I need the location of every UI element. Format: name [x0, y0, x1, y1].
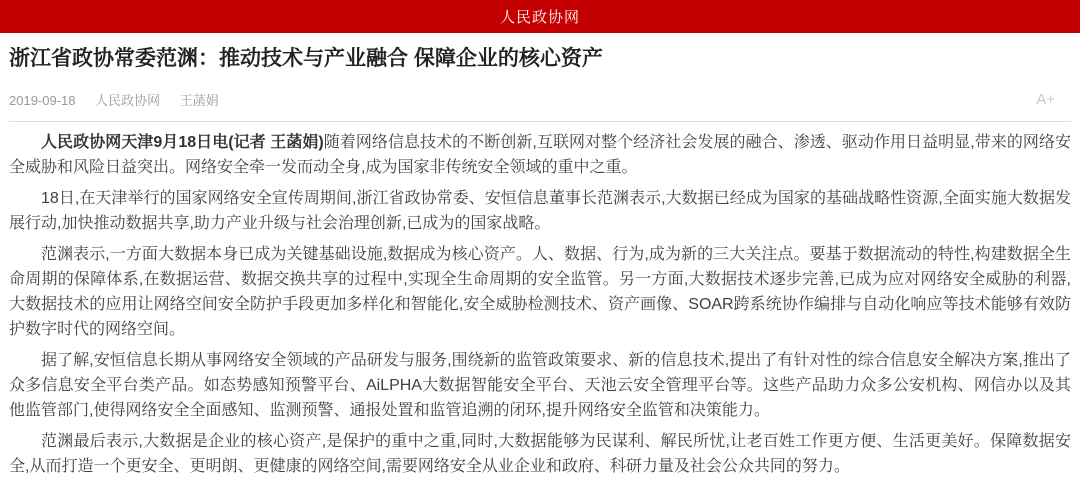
article-meta-row — [9, 90, 1071, 109]
paragraph-5-text: 范渊最后表示,大数据是企业的核心资产,是保护的重中之重,同时,大数据能够为民谋利、解民所忧,让老百姓工作更方便、生活更美好。保障数据安全,从而打造一个更安全、更明朗、更健康的网络空间,需要网络安全从业企业和政府、科研力量及社会公众共同的努力。 — [9, 433, 1071, 476]
article-page — [0, 46, 1080, 479]
paragraph-4-text: 据了解,安恒信息长期从事网络安全领域的产品研发与服务,围绕新的监管政策要求、新的信息技术,提出了有针对性的综合信息安全解决方案,推出了众多信息安全平台类产品。如态势感知预警平台、AiLPHA大数据智能安全平台、天池云安全管理平台等。这些产品助力众多公安机构、网信办以及其他监管部门,使得网络安全全面感知、监测预警、通报处置和监管追溯的闭环,提升网络安全监管和决策能力。 — [9, 352, 1071, 420]
paragraph-4 — [9, 348, 1071, 423]
article-meta — [9, 90, 235, 109]
article-body — [9, 130, 1071, 479]
site-name-link[interactable]: 人民政协网 — [499, 9, 580, 26]
paragraph-5 — [9, 429, 1071, 479]
article-date: 2019-09-18 — [9, 93, 76, 109]
article-author: 王菡娟 — [179, 93, 219, 109]
site-header-bar — [0, 0, 1080, 33]
paragraph-1-text: 随着网络信息技术的不断创新,互联网对整个经济社会发展的融合、渗透、驱动作用日益明显,带来的网络安全威胁和风险日益突出。网络安全牵一发而动全身,成为国家非传统安全领域的重中之重。 — [9, 134, 1071, 177]
paragraph-3-text: 范渊表示,一方面大数据本身已成为关键基础设施,数据成为核心资产。人、数据、行为,成为新的三大关注点。要基于数据流动的特性,构建数据全生命周期的保障体系,在数据运营、数据交换共享的过程中,实现全生命周期的安全监管。另一方面,大数据技术逐步完善,已成为应对网络安全威胁的利器,大数据技术的应用让网络空间安全防护手段更加多样化和智能化,安全威胁检测技术、资产画像、SOAR跨系统协作编排与自动化响应等技术能够有效防护数字时代的网络空间。 — [9, 246, 1071, 339]
paragraph-2-text: 18日,在天津举行的国家网络安全宣传周期间,浙江省政协常委、安恒信息董事长范渊表示,大数据已经成为国家的基础战略性资源,全面实施大数据发展行动,加快推动数据共享,助力产业升级与社会治理创新,已成为的国家战略。 — [9, 190, 1071, 233]
paragraph-1 — [9, 130, 1071, 180]
font-size-increase-button[interactable]: A+ — [1036, 91, 1055, 109]
paragraph-3 — [9, 242, 1071, 342]
article-source: 人民政协网 — [95, 93, 161, 109]
paragraph-2 — [9, 186, 1071, 236]
header-divider — [9, 121, 1071, 122]
article-title: 浙江省政协常委范渊：推动技术与产业融合 保障企业的核心资产 — [9, 47, 603, 70]
paragraph-1-lead: 人民政协网天津9月18日电(记者 王菡娟) — [41, 134, 324, 152]
